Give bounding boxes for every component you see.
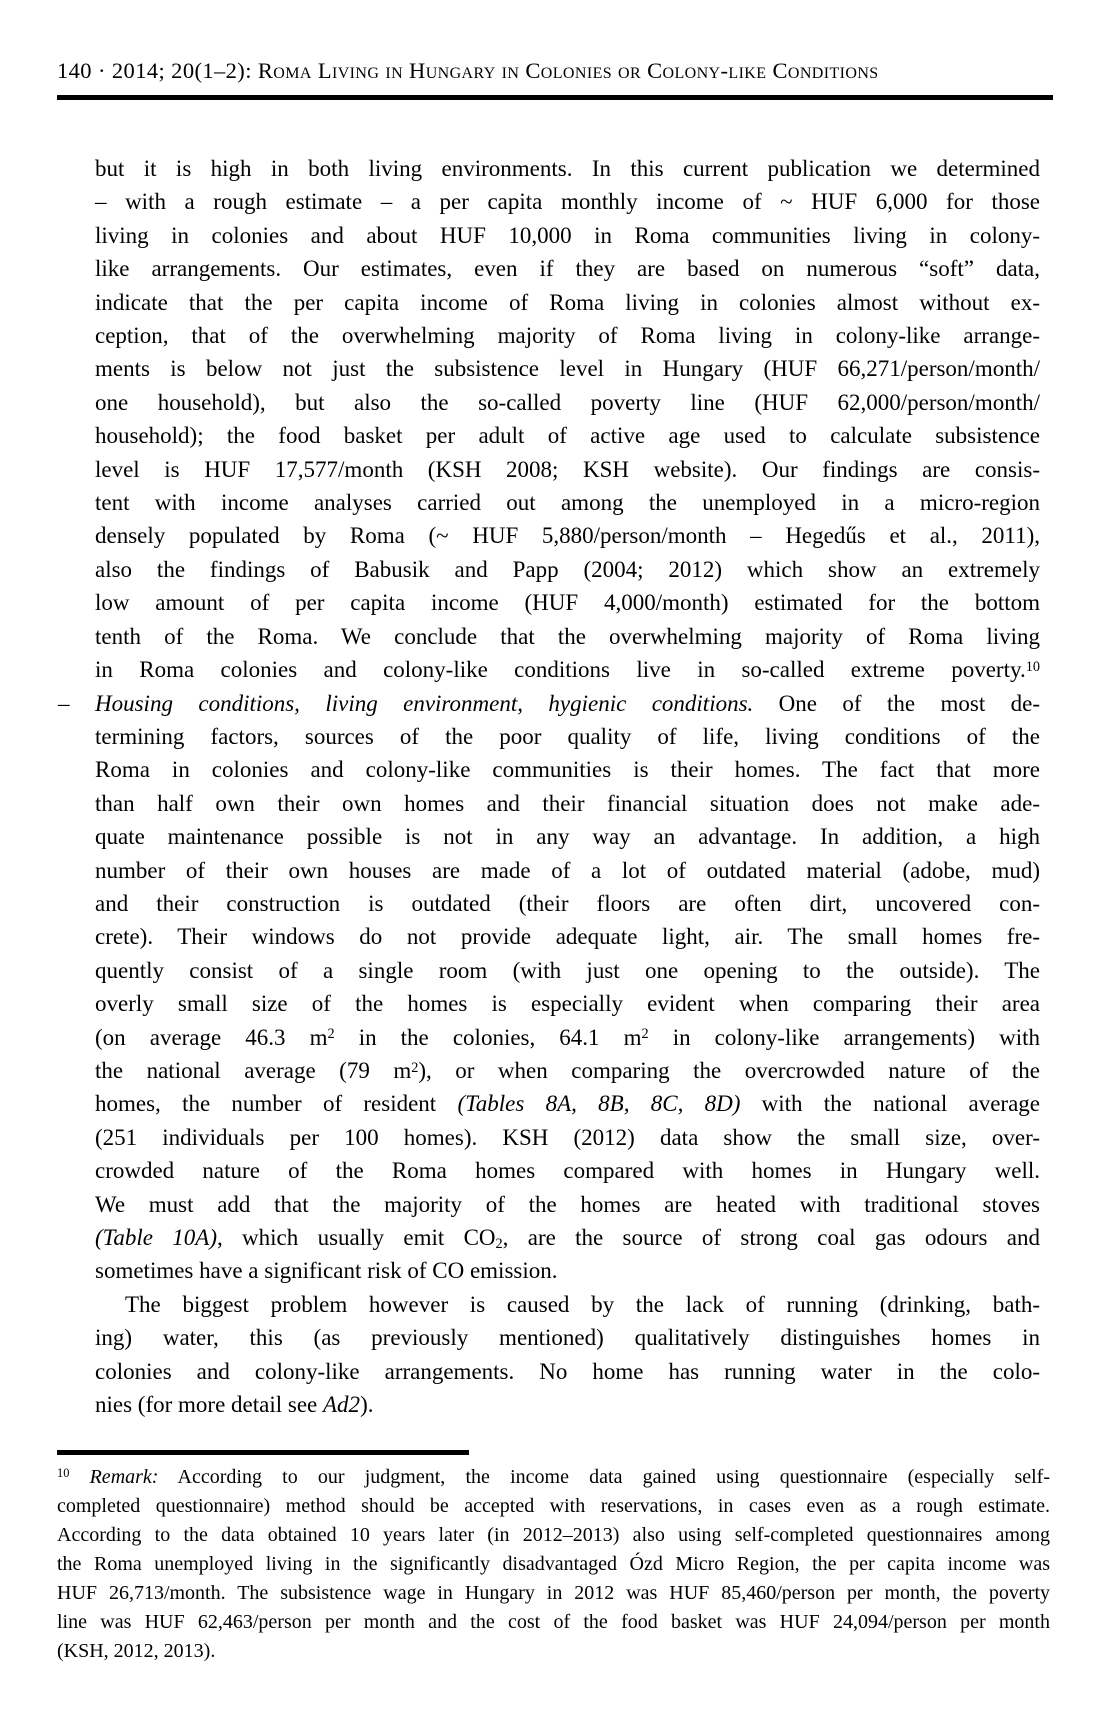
text-segment: living in colonies and about HUF 10,000 in Roma communities living in colony- [95, 222, 1040, 248]
text-segment: than half own their own homes and their financial situation does not make ade- [95, 790, 1040, 816]
text-segment: ception, that of the overwhelming majority of Roma living in colony-like arrange- [95, 323, 1040, 349]
text-line [57, 1463, 1050, 1492]
text-line [95, 1188, 1040, 1221]
text-segment: We must add that the majority of the homes are heated with traditional stoves [95, 1191, 1040, 1217]
text-segment: completed questionnaire) method should be accepted with reservations, in cases even as a rough estimate. [57, 1495, 1050, 1517]
text-segment: (251 individuals per 100 homes). KSH (2012) data show the small size, over- [95, 1124, 1040, 1150]
text-line [95, 352, 1040, 385]
text-segment: indicate that the per capita income of Roma living in colonies almost without ex- [95, 289, 1040, 315]
text-segment [69, 1466, 89, 1488]
text-line [95, 1121, 1040, 1154]
text-segment: level is HUF 17,577/month (KSH 2008; KSH website). Our findings are consis- [95, 456, 1040, 482]
text-segment: like arrangements. Our estimates, even if they are based on numerous “soft” data, [95, 256, 1040, 282]
text-line [95, 920, 1040, 953]
text-line [95, 586, 1040, 619]
text-line [95, 185, 1040, 218]
italic-text: Ad2 [323, 1392, 361, 1418]
text-segment: in the colonies, 64.1 m [334, 1024, 642, 1050]
text-segment: ), or when comparing the overcrowded nature of the [418, 1057, 1040, 1083]
text-segment: HUF 26,713/month. The subsistence wage in Hungary in 2012 was HUF 85,460/person per month, the poverty [57, 1582, 1050, 1604]
superscript: 2 [327, 1026, 335, 1043]
text-line [57, 1579, 1050, 1608]
text-segment: overly small size of the homes is especially evident when comparing their area [95, 991, 1040, 1017]
text-segment: homes, the number of resident [95, 1091, 458, 1117]
text-line [57, 1637, 1050, 1666]
text-line [95, 1054, 1040, 1087]
text-line [95, 753, 1040, 786]
text-segment: , which usually emit CO [216, 1225, 496, 1250]
text-segment: household); the food basket per adult of active age used to calculate subsistence [95, 423, 1040, 449]
text-segment: sometimes have a significant risk of CO emission. [95, 1258, 558, 1284]
footnote-text [57, 1463, 1050, 1666]
text-line [95, 620, 1040, 653]
body-text [58, 152, 1041, 1421]
text-line [58, 687, 1040, 720]
text-line [95, 1355, 1040, 1388]
text-segment: with the national average [740, 1091, 1040, 1117]
text-line [95, 519, 1040, 552]
text-segment: tenth of the Roma. We conclude that the overwhelming majority of Roma living [95, 623, 1040, 649]
list-item-dash: – [58, 690, 70, 716]
text-line [95, 1288, 1040, 1321]
text-segment: crowded nature of the Roma homes compared with homes in Hungary well. [95, 1158, 1040, 1184]
text-line [57, 1492, 1050, 1521]
text-segment: line was HUF 62,463/person per month and the cost of the food basket was HUF 24,094/person per month [57, 1611, 1050, 1633]
text-line [95, 453, 1040, 486]
text-line [95, 1254, 1040, 1287]
running-header: 140 · 2014; 20(1–2): Roma Living in Hungary in Colonies or Colony-like Conditions [57, 58, 879, 83]
text-segment: quate maintenance possible is not in any way an advantage. In addition, a high [95, 824, 1040, 850]
text-line [95, 787, 1040, 820]
text-segment: quently consist of a single room (with just one opening to the outside). The [95, 957, 1040, 983]
text-line [95, 720, 1040, 753]
text-segment: ). [360, 1392, 374, 1418]
text-segment: ing) water, this (as previously mentioned) qualitatively distinguishes homes in [95, 1325, 1040, 1351]
text-segment: – with a rough estimate – a per capita monthly income of ~ HUF 6,000 for those [95, 189, 1040, 215]
text-line [95, 252, 1040, 285]
text-segment: Roma in colonies and colony-like communities is their homes. The fact that more [95, 757, 1040, 783]
text-line [95, 854, 1040, 887]
text-segment: According to the data obtained 10 years later (in 2012–2013) also using self-completed questionnaires among [57, 1524, 1050, 1546]
superscript: 10 [1025, 658, 1040, 675]
italic-text: Housing conditions, living environment, hygienic conditions. [95, 690, 754, 716]
text-segment: in colony-like arrangements) with [648, 1024, 1041, 1050]
superscript: 10 [57, 1466, 70, 1481]
text-segment: also the findings of Babusik and Papp (2004; 2012) which show an extremely [95, 556, 1040, 582]
footnote-separator-rule [57, 1450, 469, 1455]
text-line [57, 1608, 1050, 1637]
text-line [95, 219, 1040, 252]
text-segment: nies (for more detail see [95, 1392, 323, 1418]
text-line [95, 1154, 1040, 1187]
text-line [57, 1550, 1050, 1579]
italic-text: Remark: [89, 1466, 159, 1488]
text-segment: in Roma colonies and colony-like conditions live in so-called extreme poverty. [95, 657, 1026, 683]
text-line [95, 887, 1040, 920]
text-line [95, 386, 1040, 419]
text-segment: One of the most de- [753, 690, 1040, 716]
text-segment: termining factors, sources of the poor quality of life, living conditions of the [95, 723, 1040, 749]
text-line [95, 653, 1040, 686]
superscript: 2 [641, 1026, 649, 1043]
text-segment: low amount of per capita income (HUF 4,000/month) estimated for the bottom [95, 590, 1040, 616]
superscript: 2 [411, 1059, 419, 1076]
text-segment: and their construction is outdated (their floors are often dirt, uncovered con- [95, 890, 1040, 916]
text-line [95, 319, 1040, 352]
text-line [95, 1321, 1040, 1354]
text-line [95, 419, 1040, 452]
text-line [95, 820, 1040, 853]
italic-text: (Table 10A) [95, 1225, 217, 1250]
text-line [95, 1221, 1040, 1254]
text-line [95, 553, 1040, 586]
text-line [95, 152, 1040, 185]
text-segment: colonies and colony-like arrangements. No home has running water in the colo- [95, 1358, 1040, 1384]
text-segment: but it is high in both living environments. In this current publication we determined [95, 156, 1040, 181]
text-segment: densely populated by Roma (~ HUF 5,880/person/month – Hegedűs et al., 2011), [95, 523, 1040, 549]
italic-text: (Tables 8A, 8B, 8C, 8D) [457, 1091, 741, 1117]
text-segment: (on average 46.3 m [95, 1024, 328, 1050]
text-segment: (KSH, 2012, 2013). [57, 1640, 216, 1662]
text-segment: ments is below not just the subsistence level in Hungary (HUF 66,271/person/month/ [95, 356, 1040, 382]
text-segment: the national average (79 m [95, 1057, 412, 1083]
text-segment: the Roma unemployed living in the significantly disadvantaged Ózd Micro Region, the per capita income was [57, 1553, 1050, 1575]
text-segment: crete). Their windows do not provide adequate light, air. The small homes fre- [95, 924, 1040, 950]
text-line [57, 1521, 1050, 1550]
text-line [95, 1087, 1040, 1120]
text-segment: , are the source of strong coal gas odours and [502, 1225, 1040, 1250]
text-segment: one household), but also the so-called poverty line (HUF 62,000/person/month/ [95, 389, 1040, 415]
text-line [95, 987, 1040, 1020]
text-line [95, 286, 1040, 319]
text-segment: The biggest problem however is caused by the lack of running (drinking, bath- [125, 1291, 1040, 1317]
text-segment: number of their own houses are made of a lot of outdated material (adobe, mud) [95, 857, 1040, 883]
text-line [95, 954, 1040, 987]
text-line [95, 1021, 1040, 1054]
text-line [95, 486, 1040, 519]
text-segment: According to our judgment, the income data gained using questionnaire (especially self- [158, 1466, 1050, 1488]
text-line [95, 1388, 1040, 1421]
text-segment: tent with income analyses carried out among the unemployed in a micro-region [95, 490, 1040, 516]
subscript: 2 [495, 1235, 503, 1252]
header-rule [57, 95, 1053, 100]
